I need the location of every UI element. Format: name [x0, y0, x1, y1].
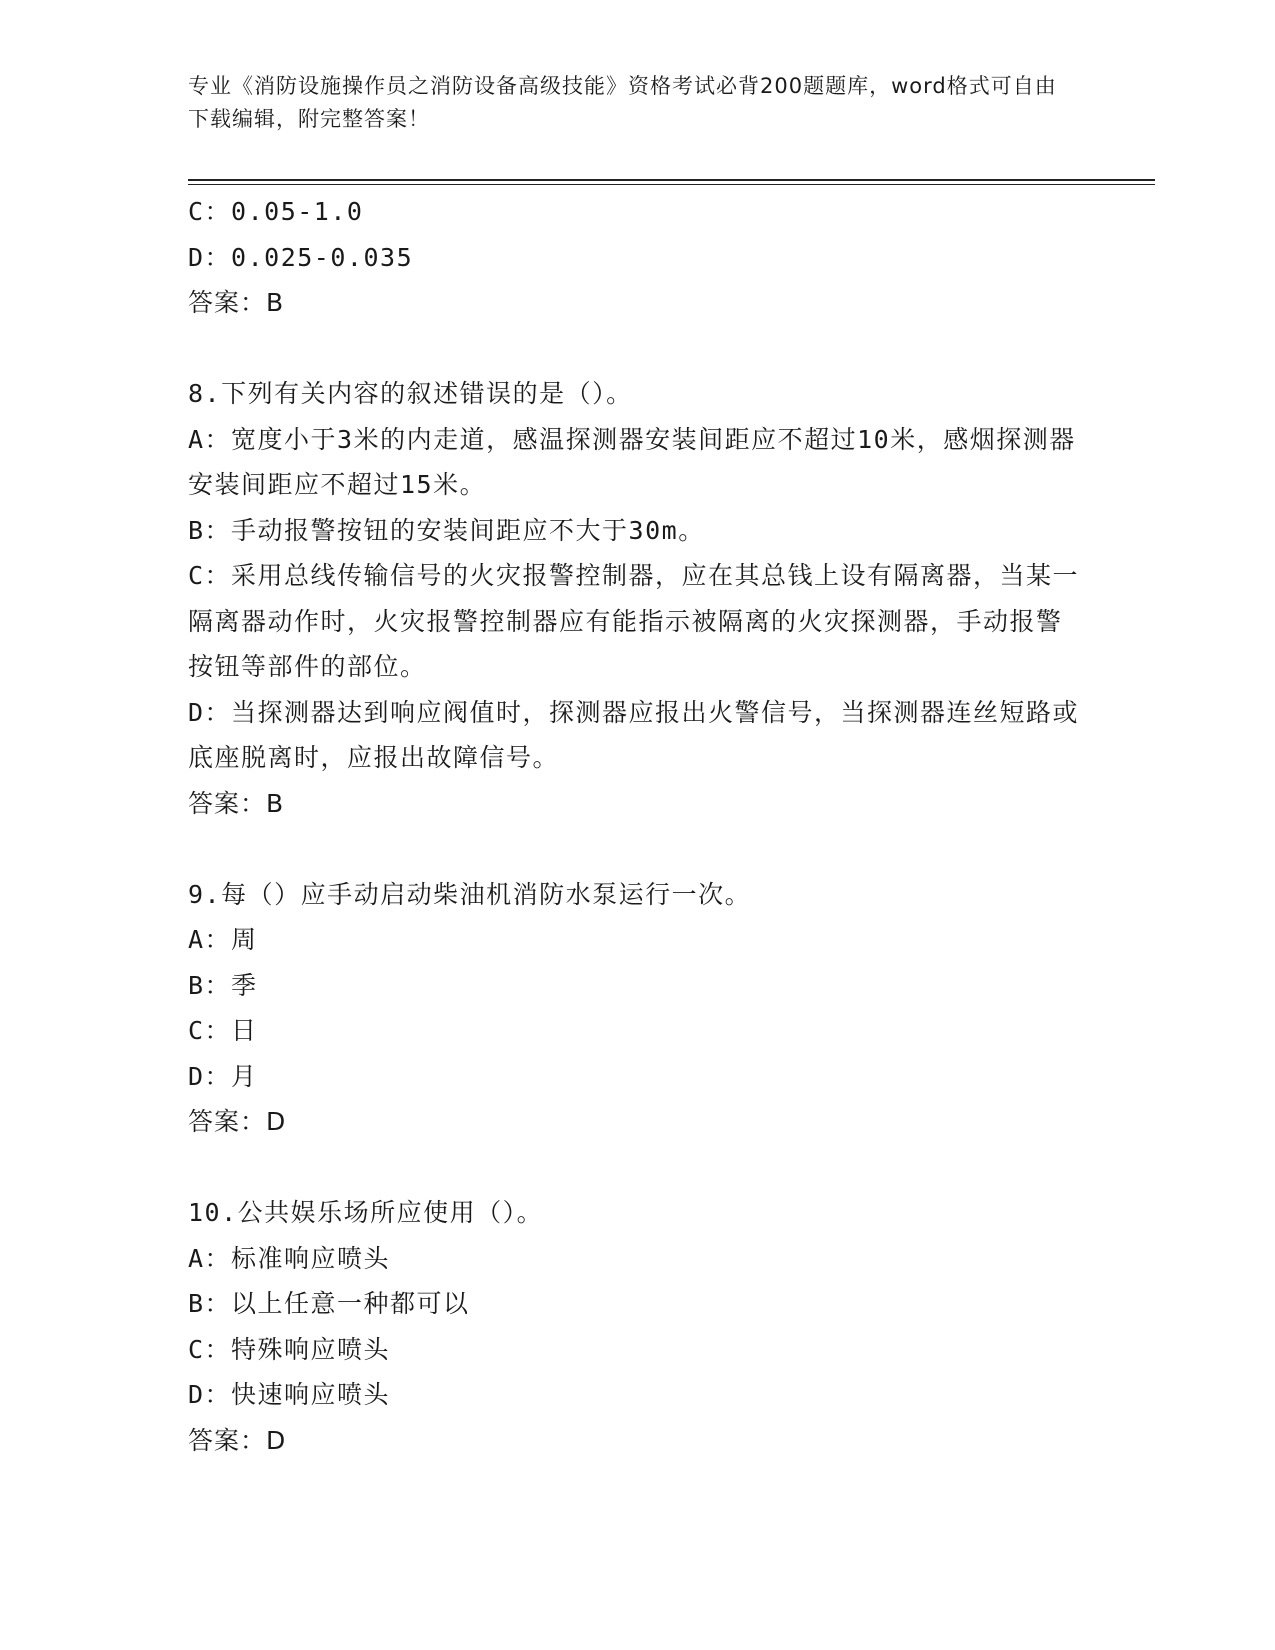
- option-d: D：0.025-0.035: [188, 242, 414, 272]
- answer-line: 答案：B: [188, 788, 285, 818]
- option-d: D：月: [188, 1061, 258, 1091]
- option-d: D：当探测器达到响应阀值时，探测器应报出火警信号，当探测器连丝短路或底座脱离时，应报出故障信号。: [188, 697, 1080, 772]
- header-rule-thick: [188, 179, 1155, 181]
- spacer: [188, 326, 1088, 372]
- option-c: C：0.05-1.0: [188, 197, 364, 226]
- answer-line: 答案：D: [188, 1425, 287, 1455]
- question-stem: 9.每（）应手动启动柴油机消防水泵运行一次。: [188, 879, 752, 909]
- question-10: [188, 1190, 1088, 1463]
- option-b: B：季: [188, 970, 258, 1000]
- question-content: [188, 189, 1088, 1463]
- option-b: B：以上任意一种都可以: [188, 1289, 470, 1318]
- spacer: [188, 826, 1088, 872]
- option-c: C：采用总线传输信号的火灾报警控制器，应在其总钱上设有隔离器，当某一隔离器动作时，火灾报警控制器应有能指示被隔离的火灾探测器，手动报警按钮等部件的部位。: [188, 561, 1080, 681]
- option-c: C：日: [188, 1016, 258, 1045]
- question-9: [188, 872, 1088, 1145]
- answer-line: 答案：D: [188, 1107, 287, 1136]
- option-a: A：宽度小于3米的内走道，感温探测器安装间距应不超过10米，感烟探测器安装间距应不超过15米。: [188, 424, 1076, 499]
- document-header: 专业《消防设施操作员之消防设备高级技能》资格考试必背200题题库，word格式可自由下载编辑，附完整答案！: [188, 74, 1057, 131]
- option-c: C：特殊响应喷头: [188, 1334, 391, 1364]
- answer-line: 答案：B: [188, 288, 285, 317]
- spacer: [188, 1145, 1088, 1191]
- option-d: D：快速响应喷头: [188, 1380, 391, 1409]
- question-stem: 8.下列有关内容的叙述错误的是（）。: [188, 379, 633, 408]
- option-a: A：标准响应喷头: [188, 1243, 391, 1273]
- option-b: B：手动报警按钮的安装间距应不大于30m。: [188, 515, 705, 545]
- option-a: A：周: [188, 925, 258, 954]
- header-rule-thin: [188, 184, 1155, 185]
- question-stem: 10.公共娱乐场所应使用（）。: [188, 1198, 544, 1227]
- question-8: [188, 371, 1088, 826]
